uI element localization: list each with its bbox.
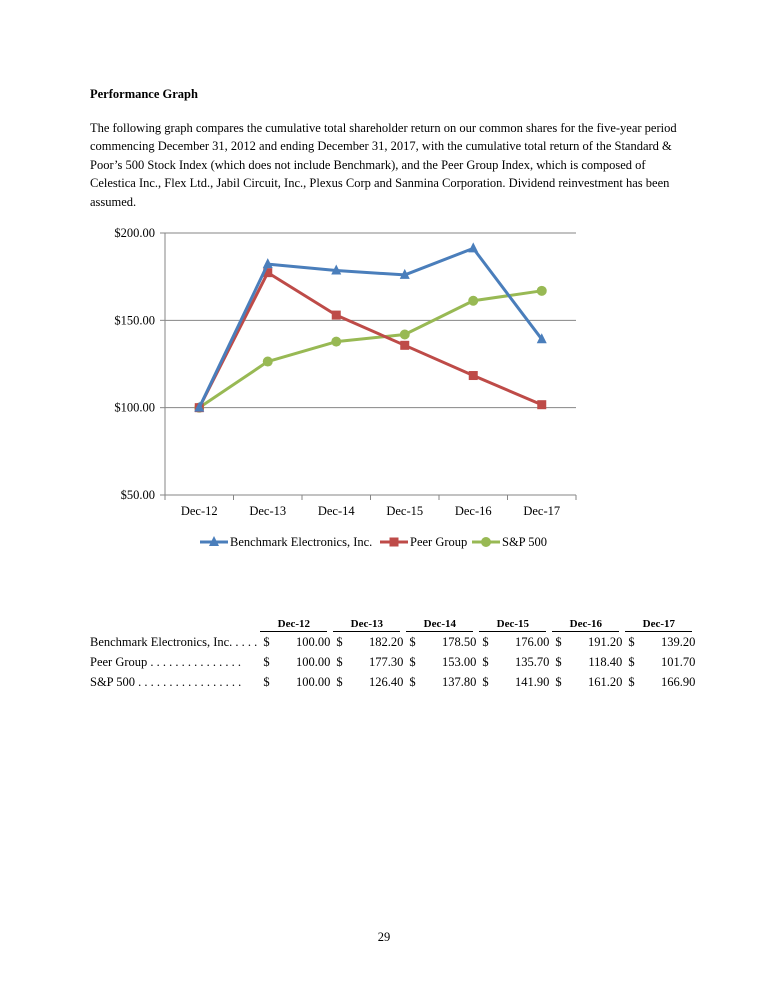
data-point: [331, 337, 341, 347]
currency-symbol: $: [336, 634, 343, 649]
data-point: [400, 329, 410, 339]
table-value: 166.90: [660, 674, 696, 689]
chart-series: [194, 242, 547, 412]
data-point: [537, 400, 546, 409]
series-peer-group: [195, 268, 547, 412]
legend-item: [380, 535, 467, 549]
table-value: 139.20: [660, 634, 696, 649]
chart-legend: [200, 535, 547, 549]
x-tick-label: Dec-16: [454, 504, 492, 518]
table-header-cell: Dec-15: [476, 617, 549, 632]
table-value: 178.50: [441, 634, 477, 649]
x-tick-label: Dec-13: [249, 504, 287, 518]
table-header-cell: Dec-16: [549, 617, 622, 632]
table-value: 100.00: [295, 674, 331, 689]
performance-table: [90, 617, 695, 692]
section-heading: Performance Graph: [90, 87, 198, 101]
y-tick-label: $150.00: [114, 313, 155, 328]
currency-symbol: $: [482, 634, 489, 649]
table-header-cell: Dec-17: [622, 617, 695, 632]
x-tick-label: Dec-17: [523, 504, 561, 518]
currency-symbol: $: [409, 634, 416, 649]
currency-symbol: $: [555, 674, 562, 689]
table-value: 101.70: [660, 654, 696, 669]
row-label: Peer Group . . . . . . . . . . . . . . .: [90, 654, 242, 669]
data-point: [537, 286, 547, 296]
data-point: [469, 371, 478, 380]
currency-symbol: $: [409, 654, 416, 669]
legend-item: [472, 535, 547, 549]
data-point: [468, 242, 478, 252]
table-value: 100.00: [295, 634, 331, 649]
intro-text: The following graph compares the cumulative total shareholder return on our common shares for the five-year period commencing December 31, 2012 and ending December 31, 2017, with the cumulative total return of the Standard & Poor’s 500 Stock Index (which does not include Benchmark), and the Peer Group Index, which is composed of Celestica Inc., Flex Ltd., Jabil Circuit, Inc., Plexus Corp and Sanmina Corporation. Dividend reinvestment has been assumed.: [90, 121, 677, 209]
table-row: [90, 632, 695, 652]
x-tick-label: Dec-15: [386, 504, 424, 518]
x-tick-label: Dec-14: [317, 504, 355, 518]
table-value: 126.40: [368, 674, 404, 689]
data-point: [390, 538, 399, 547]
table-value: 182.20: [368, 634, 404, 649]
y-tick-label: $50.00: [120, 488, 155, 502]
table-value: 141.90: [514, 674, 550, 689]
table-header-cell: Dec-12: [257, 617, 330, 632]
chart-grid: [165, 233, 576, 408]
table-value: 191.20: [587, 634, 623, 649]
data-point: [481, 537, 491, 547]
series-benchmark-electronics-inc: [194, 242, 547, 411]
table-row: [90, 672, 695, 692]
y-tick-label: $200.00: [114, 226, 155, 240]
legend-label: Peer Group: [410, 535, 468, 549]
table-header-cell: Dec-13: [330, 617, 403, 632]
table-value: 137.80: [441, 674, 477, 689]
data-point: [400, 341, 409, 350]
table-header-cell: Dec-14: [403, 617, 476, 632]
legend-label: Benchmark Electronics, Inc.: [230, 535, 373, 549]
table-value: 100.00: [295, 654, 331, 669]
table-value: 161.20: [587, 674, 623, 689]
currency-symbol: $: [263, 674, 270, 689]
x-tick-label: Dec-12: [180, 504, 218, 518]
intro-paragraph: [90, 119, 690, 211]
currency-symbol: $: [555, 654, 562, 669]
currency-symbol: $: [409, 674, 416, 689]
legend-label: S&P 500: [502, 535, 548, 549]
page-number: 29: [377, 930, 391, 944]
table-row: [90, 652, 695, 672]
currency-symbol: $: [482, 654, 489, 669]
row-label: Benchmark Electronics, Inc. . . . .: [90, 634, 258, 649]
currency-symbol: $: [555, 634, 562, 649]
data-point: [332, 311, 341, 320]
currency-symbol: $: [628, 654, 635, 669]
currency-symbol: $: [628, 674, 635, 689]
table-header-row: [90, 617, 695, 632]
currency-symbol: $: [336, 674, 343, 689]
currency-symbol: $: [482, 674, 489, 689]
table-value: 135.70: [514, 654, 550, 669]
row-label: S&P 500 . . . . . . . . . . . . . . . . .: [90, 674, 242, 689]
currency-symbol: $: [263, 634, 270, 649]
data-point: [468, 296, 478, 306]
table-value: 176.00: [514, 634, 550, 649]
table-value: 118.40: [588, 654, 623, 669]
currency-symbol: $: [336, 654, 343, 669]
y-tick-label: $100.00: [114, 400, 155, 415]
table-header-blank: [90, 617, 257, 632]
performance-line-chart: [0, 215, 768, 565]
data-point: [263, 357, 273, 367]
table-value: 177.30: [368, 654, 404, 669]
series-line: [199, 273, 542, 408]
currency-symbol: $: [263, 654, 270, 669]
legend-item: [200, 535, 372, 549]
table-value: 153.00: [441, 654, 477, 669]
currency-symbol: $: [628, 634, 635, 649]
